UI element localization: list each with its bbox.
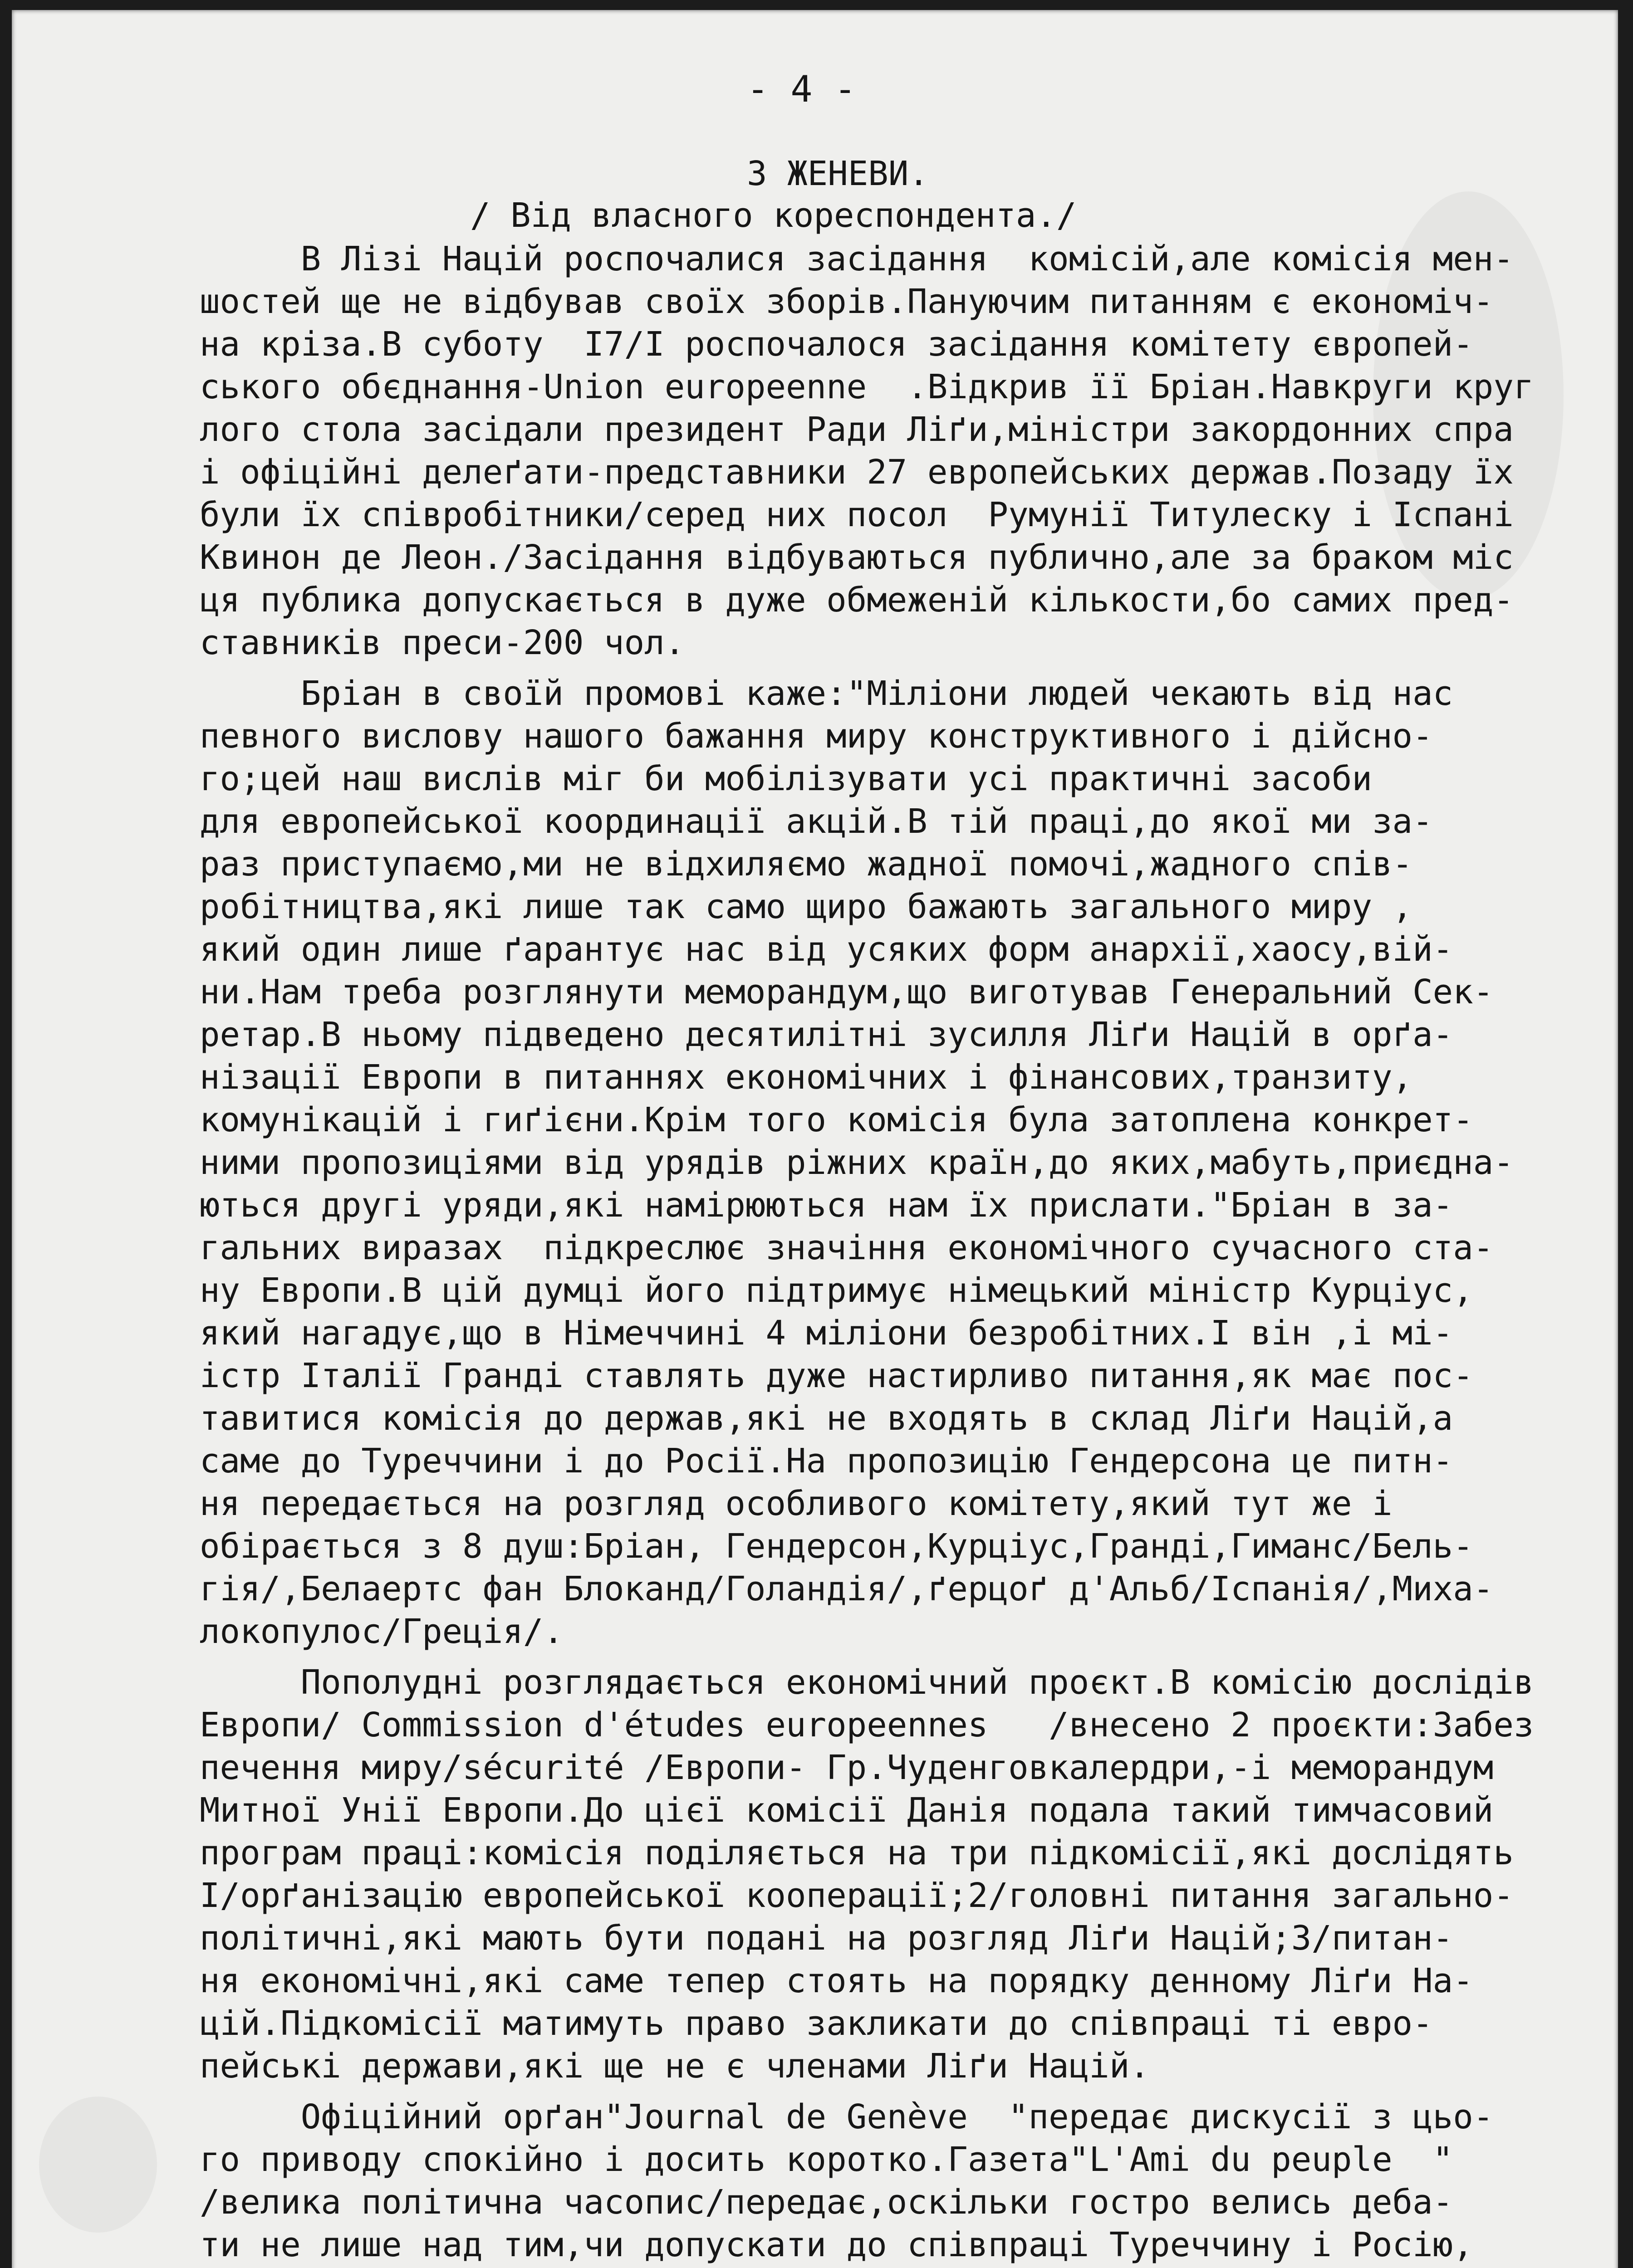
text-line: пейські держави,які ще не є членами Ліґи Націй.	[200, 2047, 1150, 2086]
text-line: на кріза.В суботу I7/I роспочалося засідання комітету європей-	[200, 325, 1473, 364]
text-line: саме до Туреччини і до Росії.На пропозицію Гендерсона це питн-	[200, 1442, 1453, 1481]
document-page	[12, 10, 1618, 2268]
text-line: ються другі уряди,які намірюються нам їх прислати."Бріан в за-	[200, 1186, 1453, 1225]
text-line: ставників преси-200 чол.	[200, 623, 685, 662]
text-line: гальних виразах підкреслює значіння економічного сучасного ста-	[200, 1228, 1494, 1267]
text-line: /велика політична часопис/передає,оскільки гостро велись деба-	[200, 2183, 1453, 2222]
text-line: ня економічні,які саме тепер стоять на порядку денному Ліґи На-	[200, 1961, 1473, 2000]
text-line: го;цей наш вислів міг би мобілізувати усі практичні засоби	[200, 759, 1373, 798]
text-line: обірається з 8 душ:Бріан, Гендерсон,Курціус,Гранді,Гиманс/Бель-	[200, 1527, 1473, 1566]
text-line: істр Італії Гранді ставлять дуже настирливо питання,як має пос-	[200, 1356, 1473, 1395]
text-line: ця публика допускається в дуже обмеженій кількости,бо самих пред-	[200, 581, 1514, 620]
text-line: ни.Нам треба розглянути меморандум,що виготував Генеральний Сек-	[200, 973, 1494, 1012]
text-line: цій.Підкомісії матимуть право закликати до співпраці ті евро-	[200, 2004, 1433, 2043]
text-line: Пополудні розглядається економічний проєкт.В комісію дослідів	[200, 1663, 1534, 1702]
article-subtitle: / Від власного кореспондента./	[470, 196, 1077, 235]
text-line: певного вислову нашого бажання миру конструктивного і дійсно-	[200, 717, 1433, 756]
text-line: нізації Европи в питаннях економічних і фінансових,транзиту,	[200, 1058, 1413, 1097]
text-line: були їх співробітники/серед них посол Румунії Титулеску і Іспані	[200, 495, 1514, 534]
text-line: І/орґанізацію европейської кооперації;2/головні питання загально-	[200, 1876, 1514, 1915]
text-line: комунікацій і гиґієни.Крім того комісія була затоплена конкрет-	[200, 1100, 1473, 1139]
text-line: Митної Унії Европи.До цієї комісії Данія подала такий тимчасовий	[200, 1791, 1494, 1830]
text-line: лого стола засідали президент Ради Ліґи,міністри закордонних спра	[200, 410, 1514, 449]
text-line: і офіційні делеґати-представники 27 европейських держав.Позаду їх	[200, 453, 1514, 492]
text-line: локопулос/Греція/.	[200, 1612, 564, 1651]
text-line: Офіційний орґан"Journal de Genève "передає дискусії з цьо-	[200, 2097, 1494, 2136]
text-line: ського обєднання-Union europeenne .Відкрив її Бріан.Навкруги круг	[200, 367, 1534, 406]
text-line: який нагадує,що в Німеччині 4 міліони безробітних.І він ,і мі-	[200, 1314, 1453, 1353]
text-line: ретар.В ньому підведено десятилітні зусилля Ліґи Націй в орґа-	[200, 1015, 1453, 1054]
text-line: для европейської координації акцій.В тій праці,до якої ми за-	[200, 802, 1433, 841]
text-line: Бріан в своїй промові каже:"Міліони людей чекають від нас	[200, 674, 1453, 713]
text-line: печення миру/sécurité /Европи- Гр.Чуденговкалердри,-і меморандум	[200, 1748, 1494, 1787]
text-line: ними пропозиціями від урядів ріжних країн,до яких,мабуть,приєдна-	[200, 1143, 1514, 1182]
text-line: В Лізі Націй роспочалися засідання комісій,але комісія мен-	[200, 240, 1514, 279]
text-line: шостей ще не відбував своїх зборів.Пануючим питанням є економіч-	[200, 282, 1494, 321]
text-line: раз приступаємо,ми не відхиляємо жадної помочі,жадного спів-	[200, 845, 1413, 884]
text-line: Европи/ Commission d'études europeennes /внесено 2 проєкти:Забез	[200, 1706, 1534, 1745]
text-line: програм праці:комісія поділяється на три підкомісії,які дослідять	[200, 1833, 1514, 1872]
text-line: робітництва,які лише так само щиро бажають загального миру ,	[200, 887, 1413, 926]
text-line: го приводу спокійно і досить коротко.Газета"L'Ami du peuple "	[200, 2140, 1453, 2179]
text-line: тавитися комісія до держав,які не входять в склад Ліґи Націй,а	[200, 1399, 1453, 1438]
text-line: ти не лише над тим,чи допускати до співпраці Туреччину і Росію,	[200, 2225, 1473, 2264]
text-line: який один лише ґарантує нас від усяких форм анархії,хаосу,вій-	[200, 930, 1453, 969]
text-line: політичні,які мають бути подані на розгляд Ліґи Націй;3/питан-	[200, 1919, 1453, 1958]
text-line: ну Европи.В цій думці його підтримує німецький міністр Курціус,	[200, 1271, 1473, 1310]
paper-stain	[39, 2097, 157, 2233]
text-line: ня передається на розгляд особливого комітету,який тут же і	[200, 1484, 1393, 1523]
page-number: - 4 -	[747, 68, 856, 110]
text-line: гія/,Белаертс фан Блоканд/Голандія/,ґерцоґ д'Альб/Іспанія/,Миха-	[200, 1569, 1494, 1608]
text-line: Квинон де Леон./Засідання відбуваються публично,але за браком міс	[200, 538, 1514, 577]
article-title: З ЖЕНЕВИ.	[747, 154, 929, 193]
